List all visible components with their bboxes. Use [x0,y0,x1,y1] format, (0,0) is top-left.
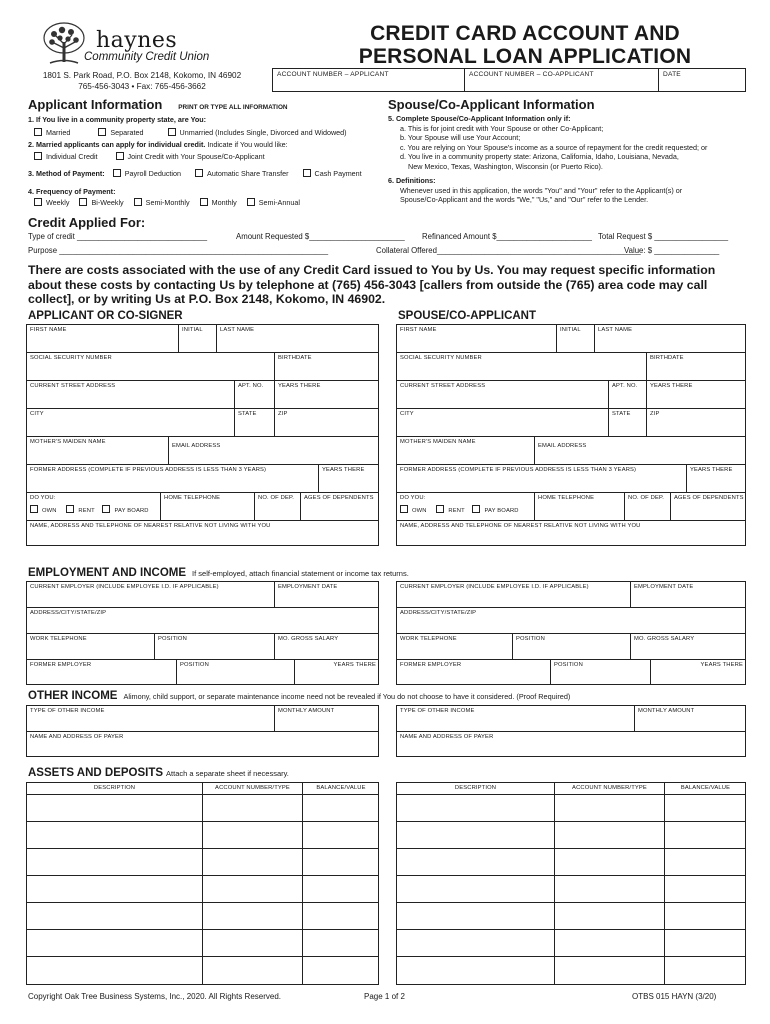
spouse-email-field[interactable]: EMAIL ADDRESS [535,437,746,465]
asset-cell[interactable] [27,795,203,822]
semimonthly-label: Semi-Monthly [145,198,190,207]
auto-transfer-checkbox[interactable] [195,169,203,177]
definition-line-2: Spouse/Co-Applicant and the words "We," "Us," and "Our" refer to the Lender. [400,195,649,204]
spouse-rent-label: RENT [448,508,465,514]
rent-label: RENT [78,508,95,514]
asset-cell[interactable] [555,930,665,957]
state-field[interactable]: STATE [235,409,275,437]
spouse-own-label: OWN [412,508,427,514]
condition-c: c. You are relying on Your Spouse's income as a source of repayment for the credit requested; or [400,142,708,152]
assets-balance-header: BALANCE/VALUE [303,783,379,795]
asset-cell[interactable] [303,957,379,984]
spouse-former-employer-field[interactable]: FORMER EMPLOYER [397,660,551,685]
monthly-checkbox[interactable] [200,198,208,206]
monthly-label: Monthly [211,198,237,207]
question-3: 3. Method of Payment: [28,169,105,178]
print-note: PRINT OR TYPE ALL INFORMATION [178,104,288,111]
biweekly-label: Bi-Weekly [91,198,124,207]
asset-cell[interactable] [27,876,203,903]
asset-cell[interactable] [665,957,746,984]
asset-cell[interactable] [203,876,303,903]
spouse-former-years-field[interactable]: YEARS THERE [687,465,746,493]
gross-salary-field[interactable]: MO. GROSS SALARY [275,634,379,660]
spouse-no-dependents-field[interactable]: NO. OF DEP. [625,493,671,521]
email-field[interactable]: EMAIL ADDRESS [169,437,379,465]
logo [40,22,240,68]
spouse-other-income-type-field[interactable]: TYPE OF OTHER INCOME [397,706,635,732]
spouse-first-name-field[interactable]: FIRST NAME [397,325,557,353]
work-telephone-field[interactable]: WORK TELEPHONE [27,634,155,660]
spouse-position-field[interactable]: POSITION [513,634,631,660]
asset-cell[interactable] [303,822,379,849]
ages-dependents-field[interactable]: AGES OF DEPENDENTS [301,493,379,521]
former-employer-field[interactable]: FORMER EMPLOYER [27,660,177,685]
assets-note: Attach a separate sheet if necessary. [166,769,289,778]
question-2-note: Indicate if You would like: [207,140,288,149]
spouse-payer-field[interactable]: NAME AND ADDRESS OF PAYER [400,734,494,740]
weekly-label: Weekly [46,198,70,207]
spouse-own-checkbox[interactable] [400,505,408,513]
individual-credit-checkbox[interactable] [34,152,42,160]
monthly-amount-field[interactable]: MONTHLY AMOUNT [275,706,379,732]
city-field[interactable]: CITY [27,409,235,437]
applicant-column-heading: APPLICANT OR CO-SIGNER [28,310,183,322]
spouse-last-name-field[interactable]: LAST NAME [595,325,746,353]
employment-title: EMPLOYMENT AND INCOME [28,567,187,579]
payer-field[interactable]: NAME AND ADDRESS OF PAYER [30,734,124,740]
asset-cell[interactable] [27,903,203,930]
spouse-employer-field[interactable]: CURRENT EMPLOYER (INCLUDE EMPLOYEE I.D. IF APPLICABLE) [397,582,631,608]
refinanced-amount-field[interactable]: Refinanced Amount $______________________ [422,232,592,241]
asset-cell[interactable] [303,849,379,876]
asset-cell[interactable] [397,795,555,822]
married-checkbox[interactable] [34,128,42,136]
spouse-former-address-field[interactable]: FORMER ADDRESS (COMPLETE IF PREVIOUS ADDRESS IS LESS THAN 3 YEARS) [397,465,687,493]
assets-table [26,782,379,985]
other-income-grid [26,705,379,757]
applicant-info-heading: Applicant Information [28,97,163,112]
type-of-credit-field[interactable]: Type of credit ______________________________ [28,232,208,241]
spouse-employment-date-field[interactable]: EMPLOYMENT DATE [631,582,746,608]
account-number-row [272,68,746,92]
asset-cell[interactable] [665,876,746,903]
asset-cell[interactable] [665,795,746,822]
semiannual-checkbox[interactable] [247,198,255,206]
employment-heading [28,567,409,579]
spouse-assets-table [396,782,746,985]
spouse-initial-field[interactable]: INITIAL [557,325,595,353]
street-address-field[interactable]: CURRENT STREET ADDRESS [27,381,235,409]
asset-cell[interactable] [27,930,203,957]
asset-cell[interactable] [203,822,303,849]
former-years-field[interactable]: YEARS THERE [319,465,379,493]
spouse-assets-acct-header: ACCOUNT NUMBER/TYPE [555,783,665,795]
condition-b: b. Your Spouse will use Your Account; [400,133,521,142]
asset-cell[interactable] [555,876,665,903]
asset-cell[interactable] [397,930,555,957]
do-you-label: DO YOU: [30,495,56,501]
auto-transfer-label: Automatic Share Transfer [207,169,289,178]
rent-checkbox[interactable] [66,505,74,513]
spouse-home-telephone-field[interactable]: HOME TELEPHONE [535,493,625,521]
assets-acct-header: ACCOUNT NUMBER/TYPE [203,783,303,795]
asset-cell[interactable] [203,849,303,876]
employer-address-field[interactable]: ADDRESS/CITY/STATE/ZIP [27,608,379,634]
applicant-grid [26,324,379,546]
spouse-column-heading: SPOUSE/CO-APPLICANT [398,310,537,322]
spouse-do-you-label: DO YOU: [400,495,426,501]
former-address-field[interactable]: FORMER ADDRESS (COMPLETE IF PREVIOUS ADDRESS IS LESS THAN 3 YEARS) [27,465,319,493]
unmarried-checkbox[interactable] [168,128,176,136]
weekly-checkbox[interactable] [34,198,42,206]
asset-cell[interactable] [665,930,746,957]
other-income-heading [28,690,570,702]
asset-cell[interactable] [555,903,665,930]
position-field[interactable]: POSITION [155,634,275,660]
form-number: OTBS 015 HAYN (3/20) [632,992,717,1001]
asset-cell[interactable] [27,822,203,849]
spouse-state-field[interactable]: STATE [609,409,647,437]
asset-cell[interactable] [665,822,746,849]
payroll-label: Payroll Deduction [124,169,182,178]
asset-cell[interactable] [27,849,203,876]
asset-cell[interactable] [665,849,746,876]
asset-cell[interactable] [555,957,665,984]
former-position-field[interactable]: POSITION [177,660,295,685]
payboard-label: PAY BOARD [114,508,149,514]
phone-line: 765-456-3043 • Fax: 765-456-3662 [78,82,206,91]
spouse-grid [396,324,746,546]
spouse-other-income-grid [396,705,746,757]
asset-cell[interactable] [555,795,665,822]
employment-note: If self-employed, attach financial statement or income tax returns. [192,569,409,578]
asset-cell[interactable] [303,903,379,930]
spouse-information [388,97,750,205]
semimonthly-checkbox[interactable] [134,198,142,206]
header-address [26,70,258,92]
question-6: 6. Definitions: [388,176,436,185]
asset-cell[interactable] [203,795,303,822]
asset-cell[interactable] [397,822,555,849]
asset-cell[interactable] [555,849,665,876]
asset-cell[interactable] [397,903,555,930]
assets-heading [28,767,289,779]
separated-label: Separated [110,127,144,137]
assets-desc-header: DESCRIPTION [27,783,203,795]
condition-d: d. You live in a community property state: Arizona, California, Idaho, Louisiana, Nevada, [400,152,679,161]
spouse-info-heading: Spouse/Co-Applicant Information [388,97,595,112]
employer-field[interactable]: CURRENT EMPLOYER (INCLUDE EMPLOYEE I.D. IF APPLICABLE) [27,582,275,608]
payroll-checkbox[interactable] [113,169,121,177]
spouse-years-there-field[interactable]: YEARS THERE [647,381,746,409]
home-telephone-field[interactable]: HOME TELEPHONE [161,493,255,521]
title-line-1: CREDIT CARD ACCOUNT AND [370,22,680,45]
biweekly-checkbox[interactable] [79,198,87,206]
cash-label: Cash Payment [314,169,362,178]
form-title [300,22,750,68]
spouse-employer-address-field[interactable]: ADDRESS/CITY/STATE/ZIP [397,608,746,634]
ssn-field[interactable]: SOCIAL SECURITY NUMBER [27,353,275,381]
spouse-relative-field[interactable]: NAME, ADDRESS AND TELEPHONE OF NEAREST RELATIVE NOT LIVING WITH YOU [400,523,641,529]
acct-coapplicant-field[interactable]: ACCOUNT NUMBER – CO-APPLICANT [465,69,659,91]
asset-cell[interactable] [27,957,203,984]
asset-cell[interactable] [303,876,379,903]
former-years-there-field[interactable]: YEARS THERE [333,662,376,668]
asset-cell[interactable] [203,903,303,930]
spouse-former-position-field[interactable]: POSITION [551,660,651,685]
asset-cell[interactable] [397,876,555,903]
asset-cell[interactable] [303,795,379,822]
asset-cell[interactable] [397,957,555,984]
relative-field[interactable]: NAME, ADDRESS AND TELEPHONE OF NEAREST RELATIVE NOT LIVING WITH YOU [30,523,271,529]
first-name-field[interactable]: FIRST NAME [27,325,179,353]
employment-date-field[interactable]: EMPLOYMENT DATE [275,582,379,608]
logo-brand: haynes [96,28,178,53]
acct-applicant-field[interactable]: ACCOUNT NUMBER – APPLICANT [273,69,465,91]
tree-icon [40,22,88,68]
initial-field[interactable]: INITIAL [179,325,217,353]
spouse-former-years-field[interactable]: YEARS THERE [700,662,743,668]
other-income-title: OTHER INCOME [28,690,118,702]
logo-subtitle: Community Credit Union [84,51,210,63]
own-label: OWN [42,508,57,514]
credit-applied-section [28,215,750,258]
asset-cell[interactable] [397,849,555,876]
copyright: Copyright Oak Tree Business Systems, Inc., 2020. All Rights Reserved. [28,992,281,1001]
spouse-apt-field[interactable]: APT. NO. [609,381,647,409]
spouse-assets-balance-header: BALANCE/VALUE [665,783,746,795]
spouse-employment-grid [396,581,746,685]
spouse-zip-field[interactable]: ZIP [647,409,746,437]
spouse-payboard-checkbox[interactable] [472,505,480,513]
asset-cell[interactable] [665,903,746,930]
spouse-street-field[interactable]: CURRENT STREET ADDRESS [397,381,609,409]
semiannual-label: Semi-Annual [258,198,300,207]
condition-d-cont: New Mexico, Texas, Washington, Wisconsin (or Puerto Rico). [408,161,603,171]
definition-line-1: Whenever used in this application, the words "You" and "Your" refer to the Applicant(s) or [400,185,683,195]
married-label: Married [46,127,71,137]
title-line-2: PERSONAL LOAN APPLICATION [358,45,692,68]
spouse-payboard-label: PAY BOARD [484,508,519,514]
joint-credit-checkbox[interactable] [116,152,124,160]
amount-requested-field[interactable]: Amount Requested $______________________ [236,232,405,241]
employment-grid [26,581,379,685]
condition-a: a. This is for joint credit with Your Spouse or other Co-Applicant; [400,123,604,133]
spouse-assets-desc-header: DESCRIPTION [397,783,555,795]
spouse-monthly-amount-field[interactable]: MONTHLY AMOUNT [635,706,746,732]
zip-field[interactable]: ZIP [275,409,379,437]
question-4: 4. Frequency of Payment: [28,186,116,196]
no-dependents-field[interactable]: NO. OF DEP. [255,493,301,521]
address-line: 1801 S. Park Road, P.O. Box 2148, Kokomo, IN 46902 [42,71,242,80]
cost-disclosure: There are costs associated with the use of any Credit Card issued to You by Us. You may request specific information about these costs by contacting Us by telephone at (765) 456-3043 [callers from outside the (765) area code may call collect], or by writing Us at P.O. Box 2148, Kokomo, IN 46902. [28,263,716,306]
payboard-checkbox[interactable] [102,505,110,513]
spouse-rent-checkbox[interactable] [436,505,444,513]
years-there-field[interactable]: YEARS THERE [275,381,379,409]
joint-credit-label: Joint Credit with Your Spouse/Co-Applicant [127,151,265,161]
applicant-information [28,97,378,208]
total-request-field[interactable]: Total Request $ _________________ [598,232,729,241]
maiden-name-field[interactable]: MOTHER'S MAIDEN NAME [27,437,169,465]
spouse-city-field[interactable]: CITY [397,409,609,437]
credit-heading: Credit Applied For: [28,215,146,230]
separated-checkbox[interactable] [98,128,106,136]
housing-field [27,493,161,521]
page-number: Page 1 of 2 [364,992,405,1001]
spouse-housing-field [397,493,535,521]
assets-title: ASSETS AND DEPOSITS [28,767,164,779]
asset-cell[interactable] [303,930,379,957]
collateral-field[interactable]: Collateral Offered_______________________________________________ [376,246,641,255]
question-5: 5. Complete Spouse/Co-Applicant Information only if: [388,114,571,123]
own-checkbox[interactable] [30,505,38,513]
unmarried-label: Unmarried (Includes Single, Divorced and Widowed) [179,127,347,137]
asset-cell[interactable] [555,822,665,849]
spouse-ages-dependents-field[interactable]: AGES OF DEPENDENTS [671,493,746,521]
purpose-field[interactable]: Purpose ______________________________________________________________ [28,246,329,255]
last-name-field[interactable]: LAST NAME [217,325,379,353]
individual-credit-label: Individual Credit [46,151,98,161]
spouse-ssn-field[interactable]: SOCIAL SECURITY NUMBER [397,353,647,381]
spouse-birthdate-field[interactable]: BIRTHDATE [647,353,746,381]
apt-field[interactable]: APT. NO. [235,381,275,409]
spouse-gross-salary-field[interactable]: MO. GROSS SALARY [631,634,746,660]
cash-checkbox[interactable] [303,169,311,177]
spouse-work-telephone-field[interactable]: WORK TELEPHONE [397,634,513,660]
birthdate-field[interactable]: BIRTHDATE [275,353,379,381]
question-1: 1. If You live in a community property state, are You: [28,115,207,124]
date-field[interactable]: DATE [663,71,681,78]
spouse-maiden-field[interactable]: MOTHER'S MAIDEN NAME [397,437,535,465]
other-income-type-field[interactable]: TYPE OF OTHER INCOME [27,706,275,732]
question-2: 2. Married applicants can apply for individual credit. [28,140,206,149]
asset-cell[interactable] [203,930,303,957]
value-field[interactable]: Value: $ _______________ [624,246,720,255]
other-income-note: Alimony, child support, or separate maintenance income need not be revealed if You do not choose to have it considered. (Proof Required) [123,692,571,701]
asset-cell[interactable] [203,957,303,984]
